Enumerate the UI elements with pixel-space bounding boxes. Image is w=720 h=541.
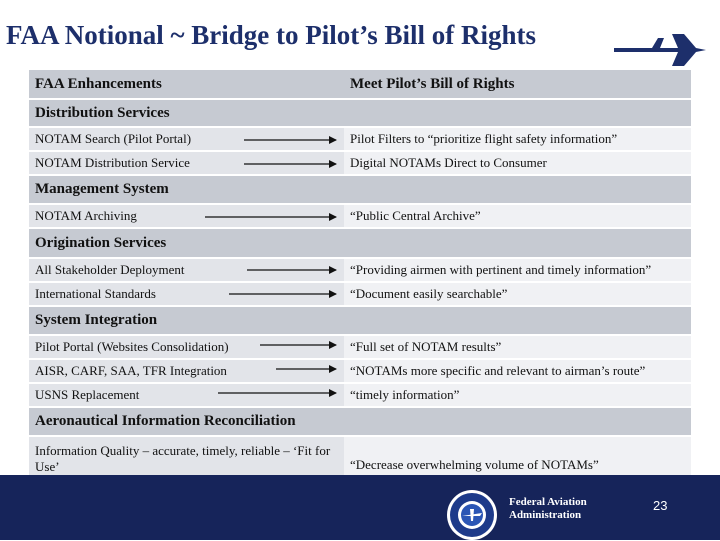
- table-row: [29, 283, 691, 305]
- right-cell: “Full set of NOTAM results”: [344, 336, 691, 358]
- org-line-2: Administration: [509, 509, 582, 521]
- table-row: [29, 360, 691, 382]
- right-cell: “Document easily searchable”: [344, 283, 691, 305]
- slide-title: FAA Notional ~ Bridge to Pilot’s Bill of Rights: [6, 20, 537, 50]
- enhancement-cell: Pilot Portal (Websites Consolidation): [29, 336, 344, 358]
- header-pilot-bill-of-rights: Meet Pilot’s Bill of Rights: [344, 70, 691, 98]
- section-distribution-services: [29, 100, 691, 126]
- section-system-integration: [29, 307, 691, 334]
- page-number: 23: [653, 498, 668, 513]
- table-row: [29, 152, 691, 174]
- faa-org-name: [509, 496, 587, 522]
- enhancement-cell: AISR, CARF, SAA, TFR Integration: [29, 360, 344, 382]
- right-cell: “timely information”: [344, 384, 691, 406]
- table-row: [29, 336, 691, 358]
- section-label: Management System: [29, 176, 691, 203]
- section-aeronautical-information-reconciliation: [29, 408, 691, 435]
- table-row: [29, 437, 691, 477]
- table-row: [29, 384, 691, 406]
- table-row: [29, 259, 691, 281]
- right-cell: “Providing airmen with pertinent and timely information”: [344, 259, 691, 281]
- enhancement-cell: NOTAM Distribution Service: [29, 152, 344, 174]
- enhancement-cell: Information Quality – accurate, timely, reliable – ‘Fit for Use’: [29, 437, 344, 477]
- faa-seal-icon: [446, 489, 498, 541]
- section-label: Distribution Services: [29, 100, 691, 126]
- enhancement-cell: USNS Replacement: [29, 384, 344, 406]
- right-cell: Pilot Filters to “prioritize flight safety information”: [344, 128, 691, 150]
- section-origination-services: [29, 229, 691, 257]
- bridge-table: [29, 70, 691, 479]
- enhancement-cell: NOTAM Archiving: [29, 205, 344, 227]
- table-row: [29, 128, 691, 150]
- footer-bar: [0, 475, 720, 540]
- section-label: Origination Services: [29, 229, 691, 257]
- right-cell: Digital NOTAMs Direct to Consumer: [344, 152, 691, 174]
- enhancement-cell: International Standards: [29, 283, 344, 305]
- right-cell: “Public Central Archive”: [344, 205, 691, 227]
- enhancement-cell: NOTAM Search (Pilot Portal): [29, 128, 344, 150]
- section-management-system: [29, 176, 691, 203]
- org-line-1: Federal Aviation: [509, 496, 587, 508]
- right-cell: “NOTAMs more specific and relevant to airman’s route”: [344, 360, 691, 382]
- section-label: System Integration: [29, 307, 691, 334]
- section-label: Aeronautical Information Reconciliation: [29, 408, 691, 435]
- right-cell: “Decrease overwhelming volume of NOTAMs”: [344, 437, 691, 477]
- table-row: [29, 205, 691, 227]
- header-faa-enhancements: FAA Enhancements: [29, 70, 344, 98]
- enhancement-cell: All Stakeholder Deployment: [29, 259, 344, 281]
- table-header: [29, 70, 691, 98]
